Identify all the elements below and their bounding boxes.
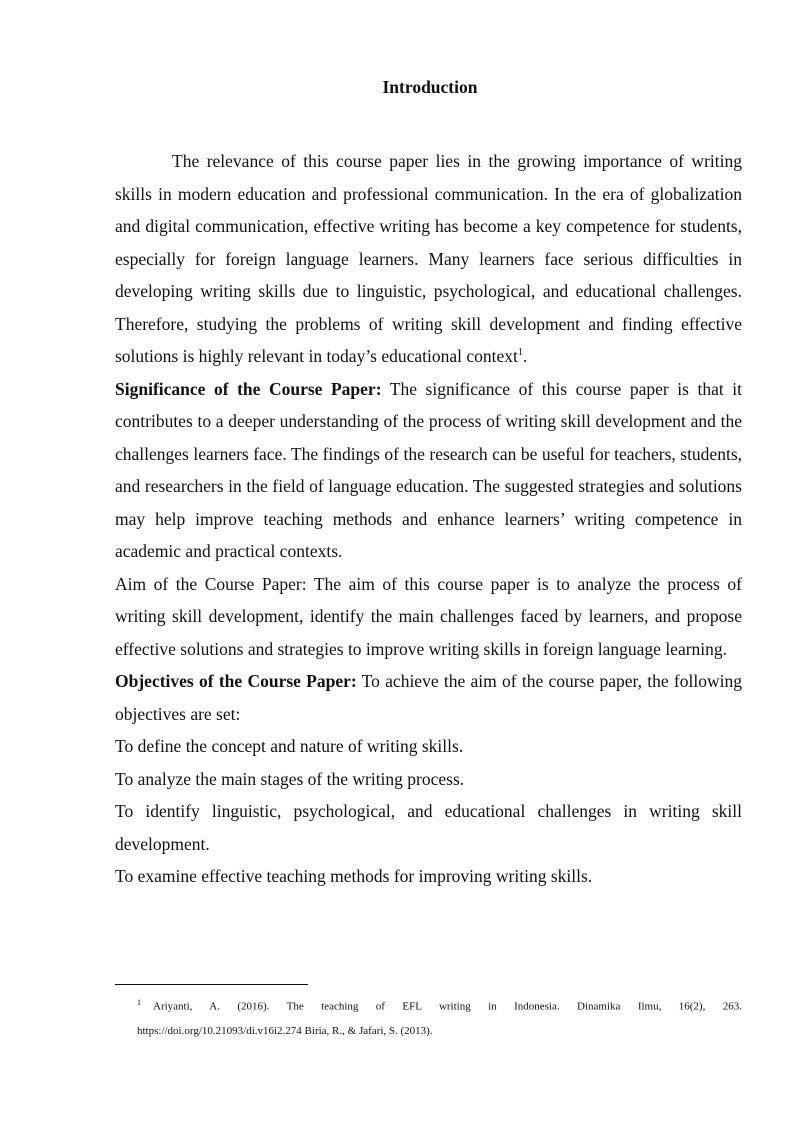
objectives-label: Objectives of the Course Paper: bbox=[115, 671, 357, 691]
objective-item-1: To define the concept and nature of writing skills. bbox=[115, 736, 464, 756]
objectives-text: To achieve the aim of the course paper, the following objectives are set: bbox=[115, 671, 742, 724]
relevance-paragraph bbox=[115, 145, 742, 373]
significance-label: Significance of the Course Paper: bbox=[115, 378, 382, 399]
objective-item-3: To identify linguistic, psychological, and educational challenges in writing skill development. bbox=[115, 801, 742, 854]
objectives-paragraph bbox=[115, 665, 742, 730]
significance-text: The significance of this course paper is that it contributes to a deeper understanding of the process of writing skill development and the challenges learners face. The findings of the research can be useful for teachers, students, and researchers in the field of language education. The suggested strategies and solutions may help improve teaching methods and enhance learners’ writing competence in academic and practical contexts. bbox=[115, 378, 742, 561]
significance-paragraph bbox=[115, 373, 742, 568]
footnote-separator bbox=[115, 984, 308, 985]
footnote-line-1 bbox=[137, 991, 742, 1019]
footnote-line-2[interactable]: https://doi.org/10.21093/di.v16i2.274 Biria, R., & Jafari, S. (2013). bbox=[137, 1024, 433, 1037]
footnote-citation: Ariyanti, A. (2016). The teaching of EFL writing in Indonesia. Dinamika Ilmu, 16(2), 263. bbox=[153, 1000, 742, 1013]
objective-item-2: To analyze the main stages of the writing process. bbox=[115, 768, 465, 789]
relevance-text: The relevance of this course paper lies in the growing importance of writing skills in modern education and professional communication. In the era of globalization and digital communication, effective writing has become a key competence for students, especially for foreign language learners. Many learners face serious difficulties in developing writing skills due to linguistic, psychological, and educational challenges. Therefore, studying the problems of writing skill development and finding effective solutions is highly relevant in today’s educational context bbox=[115, 151, 742, 366]
aim-paragraph: Aim of the Course Paper: The aim of this course paper is to analyze the process of writing skill development, identify the main challenges faced by learners, and propose effective solutions and strategies to improve writing skills in foreign language learning. bbox=[115, 573, 742, 659]
relevance-end: . bbox=[522, 346, 528, 366]
objective-item-4: To examine effective teaching methods for improving writing skills. bbox=[115, 866, 593, 886]
footnote-mark: 1 bbox=[137, 998, 141, 1007]
footnote bbox=[137, 991, 742, 1043]
footnote-reference[interactable]: 1 bbox=[517, 347, 523, 359]
page-title: Introduction bbox=[382, 77, 478, 97]
document-body bbox=[115, 145, 742, 893]
